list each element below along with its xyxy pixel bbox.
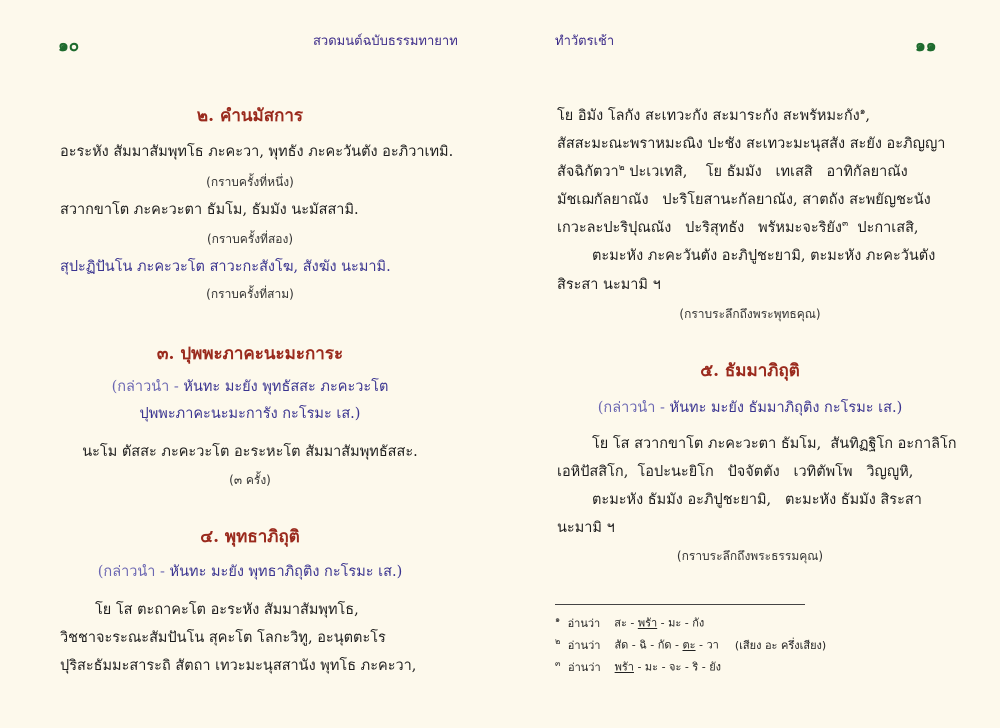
- footnote-2-mark: ๒: [555, 637, 561, 646]
- footnote-rule: [555, 604, 805, 605]
- footnote-3-b: - มะ - จะ - ริ - ยัง: [633, 660, 722, 674]
- footnote-2-a: สัด - ฉิ - กัด -: [614, 638, 683, 652]
- s4-prompt-label: (กล่าวนำ -: [97, 564, 170, 580]
- s2-line-2: สวากขาโต ภะคะวะตา ธัมโม, ธัมมัง นะมัสสามิ.: [60, 202, 359, 218]
- s3-note-1: (๓ ครั้ง): [229, 473, 271, 487]
- section-5-heading: ๕. ธัมมาภิถุติ: [700, 361, 800, 381]
- footnote-ref-3: ๓: [841, 219, 849, 230]
- s2-note-2: (กราบครั้งที่สอง): [206, 232, 294, 246]
- s5-line-3: ตะมะหัง ธัมมัง อะภิปูชะยามิ, ตะมะหัง ธัมมัง สิระสา: [592, 492, 922, 508]
- section-4-heading: ๔. พุทธาภิถุติ: [200, 527, 300, 547]
- footnote-2-b: - วา: [695, 638, 719, 652]
- s2-line-3: สุปะฏิปันโน ภะคะวะโต สาวะกะสังโฆ, สังฆัง นะมามิ.: [60, 259, 391, 275]
- footnote-1-u: พรัา: [637, 616, 658, 630]
- s3-prompt-label: (กล่าวนำ -: [111, 379, 184, 395]
- footnote-2-c: (เสียง อะ ครึ่งเสียง): [734, 638, 827, 652]
- cont-line-6: ตะมะหัง ภะคะวันตัง อะภิปูชะยามิ, ตะมะหัง ภะคะวันตัง: [592, 248, 936, 264]
- footnote-1-b: - มะ - กัง: [657, 616, 705, 630]
- cont-line-2: สัสสะมะณะพราหมะณิง ปะชัง สะเทวะมะนุสสัง สะยัง อะภิญญา: [557, 136, 946, 152]
- cont-line-5-b: ปะกาเสสิ,: [848, 220, 919, 236]
- footnote-1-mark: ๑: [555, 615, 561, 624]
- footnote-3-mark: ๓: [555, 659, 561, 668]
- footnote-2-u: ตะ: [682, 638, 696, 652]
- s5-line-2: เอหิปัสสิโก, โอปะนะยิโก ปัจจัตตัง เวทิตัพโพ วิญญูหิ,: [557, 464, 914, 480]
- section-2-heading: ๒. คำนมัสการ: [196, 106, 304, 126]
- footnote-3-u: พรัา: [614, 660, 634, 674]
- cont-note: (กราบระลึกถึงพระพุทธคุณ): [679, 307, 821, 321]
- s5-line-4: นะมามิ ฯ: [557, 520, 615, 536]
- s5-note: (กราบระลึกถึงพระธรรมคุณ): [676, 549, 824, 563]
- s3-line-1: นะโม ตัสสะ ภะคะวะโต อะระหะโต สัมมาสัมพุทธัสสะ.: [82, 444, 418, 460]
- section-3-heading: ๓. ปุพพะภาคะนะมะการะ: [156, 344, 344, 364]
- s4-prompt: [0, 560, 500, 583]
- s3-prompt-line-2: ปุพพะภาคะนะมะการัง กะโรมะ เส.): [139, 406, 361, 422]
- s2-line-1: อะระหัง สัมมาสัมพุทโธ ภะคะวา, พุทธัง ภะคะวันตัง อะภิวาเทมิ.: [60, 144, 454, 160]
- s4-line-3: ปุริสะธัมมะสาระถิ สัตถา เทวะมะนุสสานัง พุทโธ ภะคะวา,: [60, 658, 417, 674]
- cont-line-3-a: สัจฉิกัตวา: [557, 164, 619, 180]
- page-number-right: ๑๑: [915, 36, 937, 56]
- footnote-2-label: อ่านว่า: [567, 638, 601, 652]
- cont-line-4: มัชเฌกัลยาณัง ปะริโยสานะกัลยาณัง, สาตถัง สะพยัญชะนัง: [557, 192, 931, 208]
- s3-prompt-text: หันทะ มะยัง พุทธัสสะ ภะคะวะโต: [183, 379, 389, 395]
- cont-line-1: [557, 104, 870, 127]
- footnote-ref-2: ๒: [618, 163, 625, 174]
- page-number-left: ๑๐: [58, 36, 80, 56]
- footnote-ref-1: ๑: [859, 107, 866, 118]
- footnote-3-label: อ่านว่า: [567, 660, 601, 674]
- footnote-2: [555, 635, 826, 654]
- s4-line-2: วิชชาจะระณะสัมปันโน สุคะโต โลกะวิทู, อะนุตตะโร: [60, 630, 386, 646]
- s3-prompt: [0, 375, 500, 398]
- cont-line-5-a: เกวะละปะริปุณณัง ปะริสุทธัง พรัหมะจะริยัง: [557, 220, 842, 236]
- s4-prompt-text: หันทะ มะยัง พุทธาภิถุติง กะโรมะ เส.): [169, 564, 403, 580]
- running-title-left: สวดมนต์ฉบับธรรมทายาท: [313, 34, 458, 49]
- s2-note-3: (กราบครั้งที่สาม): [206, 287, 294, 301]
- s2-note-1: (กราบครั้งที่หนึ่ง): [206, 175, 294, 189]
- s5-line-1: โย โส สวากขาโต ภะคะวะตา ธัมโม, สันทิฏฐิโก อะกาลิโก: [592, 436, 957, 452]
- cont-line-3: [557, 160, 908, 183]
- footnote-1-label: อ่านว่า: [567, 616, 601, 630]
- cont-line-3-b: ปะเวเทสิ, โย ธัมมัง เทเสสิ อาทิกัลยาณัง: [624, 164, 908, 180]
- cont-line-1-end: ,: [865, 108, 871, 124]
- s5-prompt: [500, 396, 1000, 419]
- footnote-3: [555, 657, 721, 676]
- cont-line-1-text: โย อิมัง โลกัง สะเทวะกัง สะมาระกัง สะพรัหมะกัง: [557, 108, 860, 124]
- footnote-1: [555, 613, 704, 632]
- running-title-right: ทำวัตรเช้า: [555, 34, 615, 49]
- cont-line-7: สิระสา นะมามิ ฯ: [557, 277, 661, 293]
- footnote-1-a: สะ -: [614, 616, 638, 630]
- s4-line-1: โย โส ตะถาคะโต อะระหัง สัมมาสัมพุทโธ,: [95, 602, 359, 618]
- cont-line-5: [557, 216, 919, 239]
- s5-prompt-label: (กล่าวนำ -: [597, 400, 670, 416]
- s5-prompt-text: หันทะ มะยัง ธัมมาภิถุติง กะโรมะ เส.): [669, 400, 903, 416]
